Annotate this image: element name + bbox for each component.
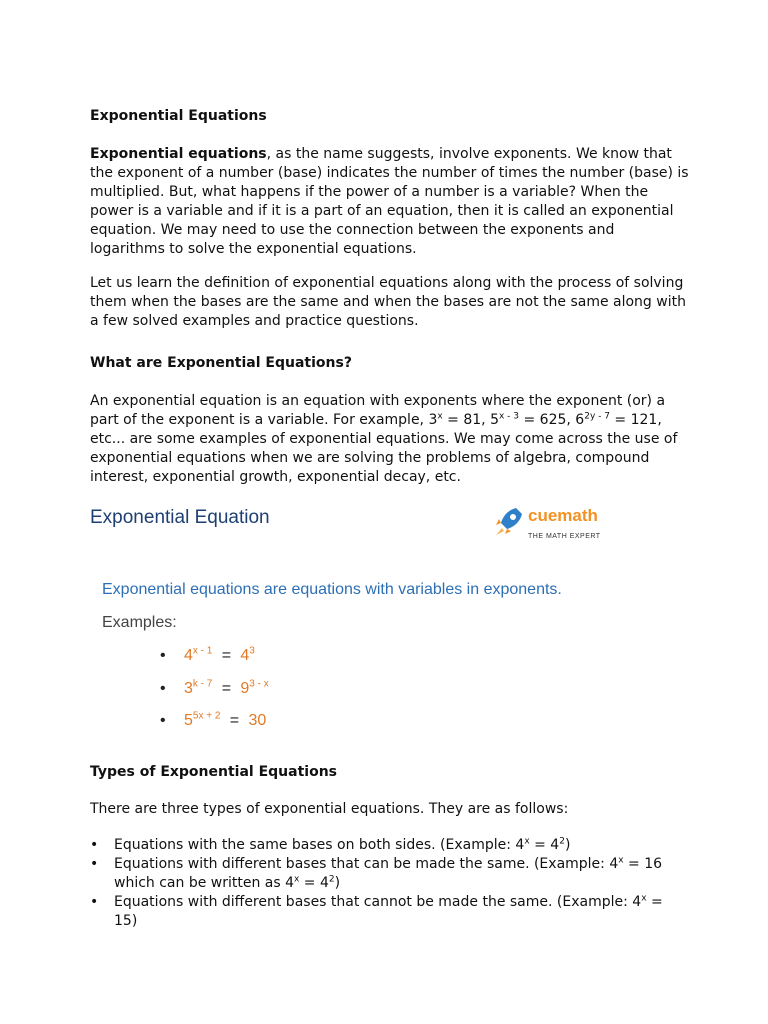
- types-intro: There are three types of exponential equations. They are as follows:: [90, 801, 569, 817]
- example-3-rest: = 121, etc... are some examples of exponential equations. We may come across the use of exponential equations when we are solving the problems of algebra, compound: [90, 412, 678, 466]
- item-exponent: x: [618, 855, 624, 866]
- lhs-exponent: k - 7: [192, 678, 213, 690]
- item-text: = 15): [114, 894, 663, 929]
- bullet: •: [90, 894, 99, 910]
- definition-paragraph: [90, 392, 690, 487]
- examples-label: Examples:: [102, 614, 177, 631]
- item-exponent: x: [294, 874, 300, 885]
- figure-subtitle: Exponential equations are equations with variables in exponents.: [102, 581, 562, 598]
- intro-text: , as the name suggests, involve exponents. We know that the exponent of a number (base) indicates the number of times the number (base) is multiplied. But, what happens if the power of a number is a variable? When the power is a variable and if it is a part of an equation, then it is called an exponential equation. We may need to use the connection between the exponents and logarithms to solve the exponential equations.: [90, 146, 689, 257]
- page-title: Exponential Equations: [90, 108, 267, 124]
- list-item: [90, 836, 690, 855]
- rhs-exponent: 3: [249, 645, 255, 657]
- item-text: = 4: [299, 875, 329, 891]
- logo-wordmark: cuemath: [528, 506, 598, 525]
- example-1-exponent: x: [437, 411, 443, 422]
- item-text: ): [564, 837, 571, 853]
- rhs-base: 9: [240, 680, 250, 697]
- bullet: •: [90, 837, 99, 853]
- definition-text-end: interest, exponential growth, exponential decay, etc.: [90, 469, 461, 485]
- equation-1: [160, 646, 255, 665]
- item-exponent: 2: [559, 836, 565, 847]
- rhs-base: 30: [248, 712, 267, 729]
- bullet: •: [90, 856, 99, 872]
- bullet: •: [160, 712, 166, 729]
- example-1-base: 3: [428, 412, 438, 428]
- equals-sign: =: [221, 647, 232, 664]
- exponential-equation-figure: [90, 498, 610, 738]
- item-text: Equations with the same bases on both sides. (Example: 4: [114, 837, 525, 853]
- item-exponent: 2: [328, 874, 335, 885]
- figure-title: Exponential Equation: [90, 507, 270, 528]
- example-1-rest: = 81,: [442, 412, 491, 428]
- rocket-icon: [492, 504, 526, 538]
- definition-text: An exponential equation is an equation with exponents where the exponent (or) a part of the exponent is a variable. For example,: [90, 393, 666, 428]
- item-text: = 4: [529, 837, 560, 853]
- intro-bold-lead: Exponential equations: [90, 146, 267, 162]
- types-list: [90, 836, 690, 931]
- section-heading-what: What are Exponential Equations?: [90, 355, 352, 371]
- list-item: [90, 855, 690, 893]
- equals-sign: =: [221, 680, 232, 697]
- learn-paragraph: Let us learn the definition of exponential equations along with the process of solving them when the bases are the same and when the bases are not the same along with a few solved examples and practice questions.: [90, 275, 686, 329]
- example-3-base: 6: [575, 412, 585, 428]
- example-2-exponent: x - 3: [499, 411, 520, 422]
- section-heading-types: Types of Exponential Equations: [90, 764, 338, 780]
- item-text: Equations with different bases that can be made the same. (Example: 4: [114, 856, 619, 872]
- example-2-base: 5: [490, 412, 499, 428]
- list-item: [90, 893, 690, 931]
- item-text: Equations with different bases that cannot be made the same. (Example: 4: [114, 894, 642, 910]
- item-text: ): [334, 875, 341, 891]
- lhs-exponent: x - 1: [192, 645, 213, 657]
- lhs-base: 3: [184, 680, 193, 697]
- item-exponent: x: [524, 836, 530, 847]
- bullet: •: [160, 647, 166, 664]
- equation-3: [160, 711, 266, 730]
- equals-sign: =: [229, 712, 240, 729]
- rhs-base: 4: [240, 647, 250, 664]
- logo-tagline: THE MATH EXPERT: [528, 533, 601, 540]
- example-3-exponent: 2y - 7: [584, 411, 610, 422]
- bullet: •: [160, 680, 166, 697]
- intro-paragraph: [90, 145, 690, 259]
- example-2-rest: = 625,: [519, 412, 576, 428]
- item-exponent: x: [641, 893, 647, 904]
- equation-2: [160, 679, 269, 698]
- item-text: = 16 which can be written as 4: [114, 856, 663, 891]
- cuemath-logo: [492, 504, 602, 540]
- lhs-exponent: 5x + 2: [192, 710, 221, 722]
- rhs-exponent: 3 - x: [249, 678, 269, 690]
- lhs-base: 4: [184, 647, 193, 664]
- lhs-base: 5: [184, 712, 193, 729]
